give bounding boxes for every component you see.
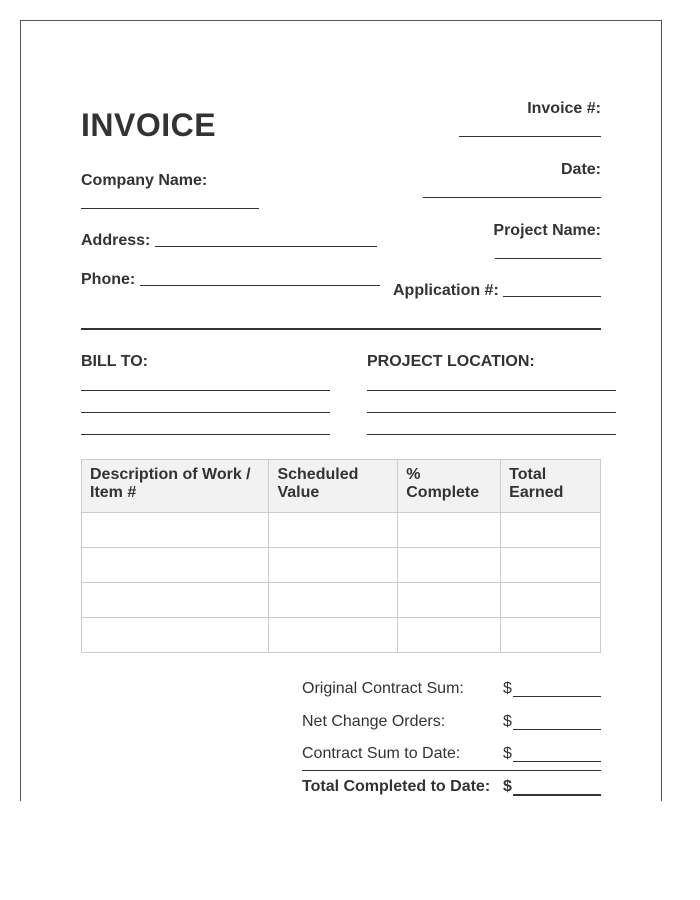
original-contract-sum-field[interactable] — [513, 696, 601, 697]
total-completed-to-date-field[interactable] — [513, 794, 601, 796]
invoice-number-field[interactable] — [459, 136, 601, 137]
table-cell[interactable] — [398, 618, 501, 653]
company-name-label: Company Name: — [81, 172, 208, 189]
table-cell[interactable] — [501, 548, 601, 583]
bill-to-line-1[interactable] — [81, 390, 330, 391]
column-header-scheduled-value: Scheduled Value — [269, 460, 398, 513]
bill-to-line-3[interactable] — [81, 434, 330, 435]
project-location-label: PROJECT LOCATION: — [367, 353, 535, 370]
original-contract-sum-currency: $ — [503, 680, 512, 697]
net-change-orders-label: Net Change Orders: — [302, 713, 446, 730]
table-cell[interactable] — [82, 548, 269, 583]
table-cell[interactable] — [501, 513, 601, 548]
header-divider — [81, 328, 601, 330]
table-row — [82, 513, 601, 548]
table-cell[interactable] — [269, 513, 398, 548]
contract-sum-to-date-field[interactable] — [513, 761, 601, 762]
invoice-number-label: Invoice #: — [527, 100, 601, 117]
table-row — [82, 583, 601, 618]
table-row — [82, 548, 601, 583]
table-cell[interactable] — [501, 583, 601, 618]
table-cell[interactable] — [269, 618, 398, 653]
phone-label: Phone: — [81, 271, 136, 288]
project-location-line-2[interactable] — [367, 412, 616, 413]
table-cell[interactable] — [398, 583, 501, 618]
table-cell[interactable] — [398, 548, 501, 583]
invoice-page — [20, 20, 662, 801]
summary-divider — [302, 770, 601, 771]
table-cell[interactable] — [269, 583, 398, 618]
application-number-field[interactable] — [503, 296, 601, 297]
contract-sum-to-date-currency: $ — [503, 745, 512, 762]
project-name-label: Project Name: — [493, 222, 601, 239]
date-label: Date: — [560, 161, 601, 178]
bill-to-line-2[interactable] — [81, 412, 330, 413]
total-completed-to-date-currency: $ — [503, 778, 512, 795]
table-cell[interactable] — [82, 618, 269, 653]
column-header-description: Description of Work / Item # — [82, 460, 269, 513]
work-table — [81, 459, 601, 653]
table-header-row — [82, 460, 601, 513]
date-field[interactable] — [423, 197, 601, 198]
company-name-field[interactable] — [81, 208, 259, 209]
table-cell[interactable] — [82, 513, 269, 548]
table-cell[interactable] — [82, 583, 269, 618]
table-cell[interactable] — [501, 618, 601, 653]
bill-to-label: BILL TO: — [81, 353, 148, 370]
project-location-line-3[interactable] — [367, 434, 616, 435]
table-cell[interactable] — [269, 548, 398, 583]
net-change-orders-field[interactable] — [513, 729, 601, 730]
column-header-total-earned: Total Earned — [501, 460, 601, 513]
application-number-label: Application #: — [393, 282, 499, 299]
invoice-title: INVOICE — [81, 107, 217, 143]
project-name-field[interactable] — [495, 258, 601, 259]
column-header-percent-complete: % Complete — [398, 460, 501, 513]
table-row — [82, 618, 601, 653]
address-field[interactable] — [155, 246, 377, 247]
project-location-line-1[interactable] — [367, 390, 616, 391]
table-cell[interactable] — [398, 513, 501, 548]
phone-field[interactable] — [140, 285, 380, 286]
original-contract-sum-label: Original Contract Sum: — [302, 680, 464, 697]
address-label: Address: — [81, 232, 151, 249]
contract-sum-to-date-label: Contract Sum to Date: — [302, 745, 461, 762]
total-completed-to-date-label: Total Completed to Date: — [302, 778, 491, 795]
net-change-orders-currency: $ — [503, 713, 512, 730]
